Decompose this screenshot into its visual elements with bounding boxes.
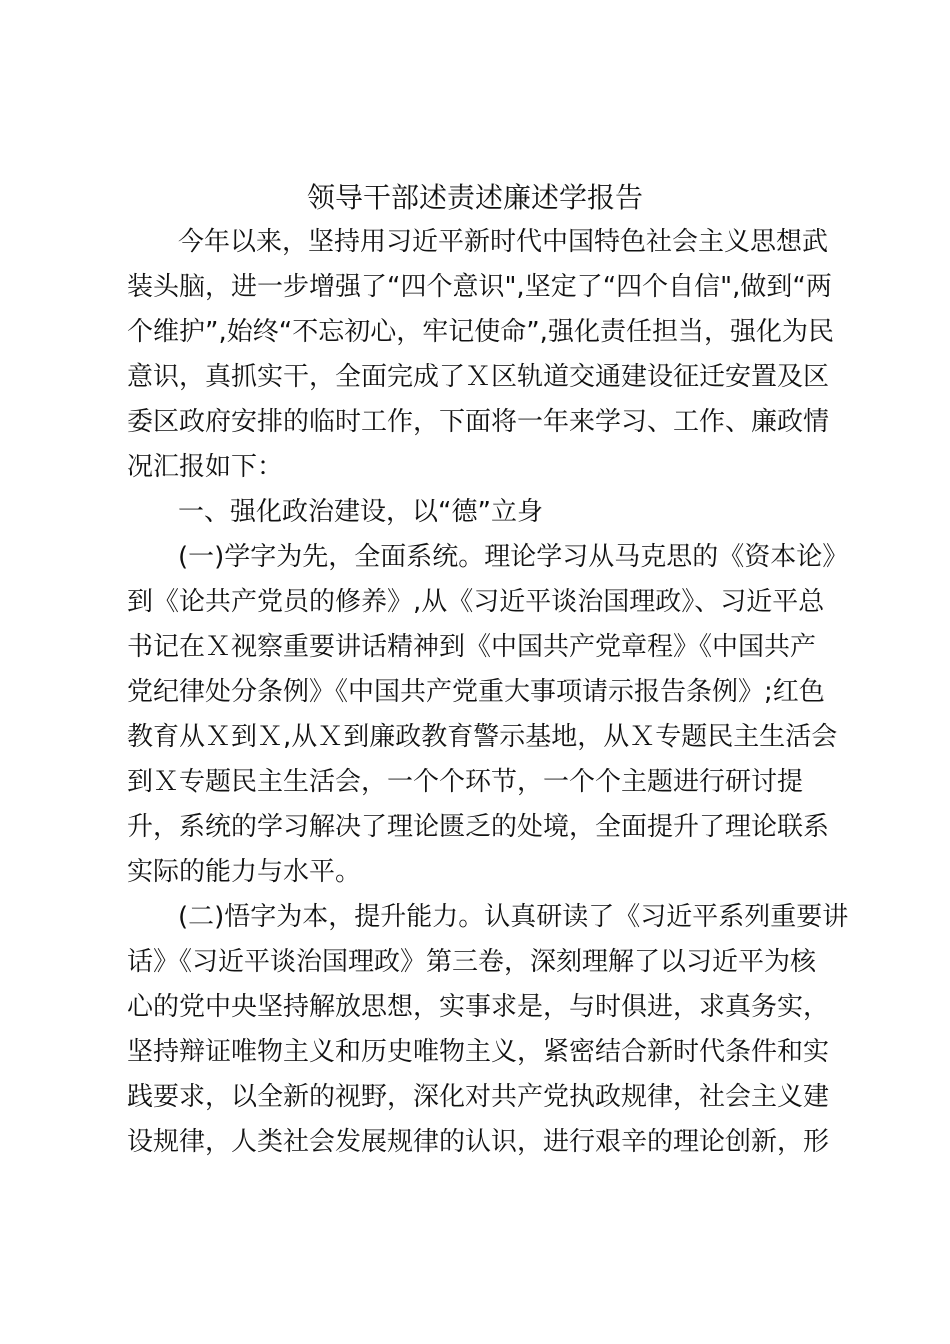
paragraph-line: 到Ｘ专题民主生活会，一个个环节，一个个主题进行研讨提	[127, 767, 804, 797]
paragraph-line: 设规律，人类社会发展规律的认识，进行艰辛的理论创新，形	[127, 1127, 830, 1157]
paragraph-line: (二)悟字为本，提升能力。认真研读了《习近平系列重要讲	[178, 902, 849, 932]
paragraph-line: 个维护”,始终“不忘初心，牢记使命”,强化责任担当，强化为民	[127, 317, 834, 347]
paragraph-line: 意识，真抓实干，全面完成了Ｘ区轨道交通建设征迁安置及区	[127, 362, 830, 392]
paragraph-line: 教育从Ｘ到Ｘ,从Ｘ到廉政教育警示基地，从Ｘ专题民主生活会	[127, 722, 838, 752]
paragraph-line: 委区政府安排的临时工作，下面将一年来学习、工作、廉政情	[127, 407, 830, 437]
paragraph-line: 书记在Ｘ视察重要讲话精神到《中国共产党章程》《中国共产	[127, 632, 817, 662]
paragraph-line: 况汇报如下：	[127, 452, 284, 482]
paragraph-line: 今年以来，坚持用习近平新时代中国特色社会主义思想武	[178, 227, 829, 257]
section-heading: 一、强化政治建设，以“德”立身	[178, 497, 543, 527]
paragraph-line: 到《论共产党员的修养》,从《习近平谈治国理政》、习近平总	[127, 587, 825, 617]
paragraph-line: 实际的能力与水平。	[127, 857, 362, 887]
paragraph-line: 党纪律处分条例》《中国共产党重大事项请示报告条例》;红色	[127, 677, 825, 707]
paragraph-line: 话》《习近平谈治国理政》第三卷，深刻理解了以习近平为核	[127, 947, 817, 977]
paragraph-line: (一)学字为先，全面系统。理论学习从马克思的《资本论》	[178, 542, 849, 572]
paragraph-line: 践要求，以全新的视野，深化对共产党执政规律，社会主义建	[127, 1082, 830, 1112]
paragraph-line: 装头脑，进一步增强了“四个意识",坚定了“四个自信",做到“两	[127, 272, 832, 302]
paragraph-line: 坚持辩证唯物主义和历史唯物主义，紧密结合新时代条件和实	[127, 1037, 830, 1067]
document-title: 领导干部述责述廉述学报告	[306, 181, 643, 214]
paragraph-line: 心的党中央坚持解放思想，实事求是，与时俱进，求真务实，	[127, 992, 830, 1022]
paragraph-line: 升，系统的学习解决了理论匮乏的处境，全面提升了理论联系	[127, 812, 830, 842]
